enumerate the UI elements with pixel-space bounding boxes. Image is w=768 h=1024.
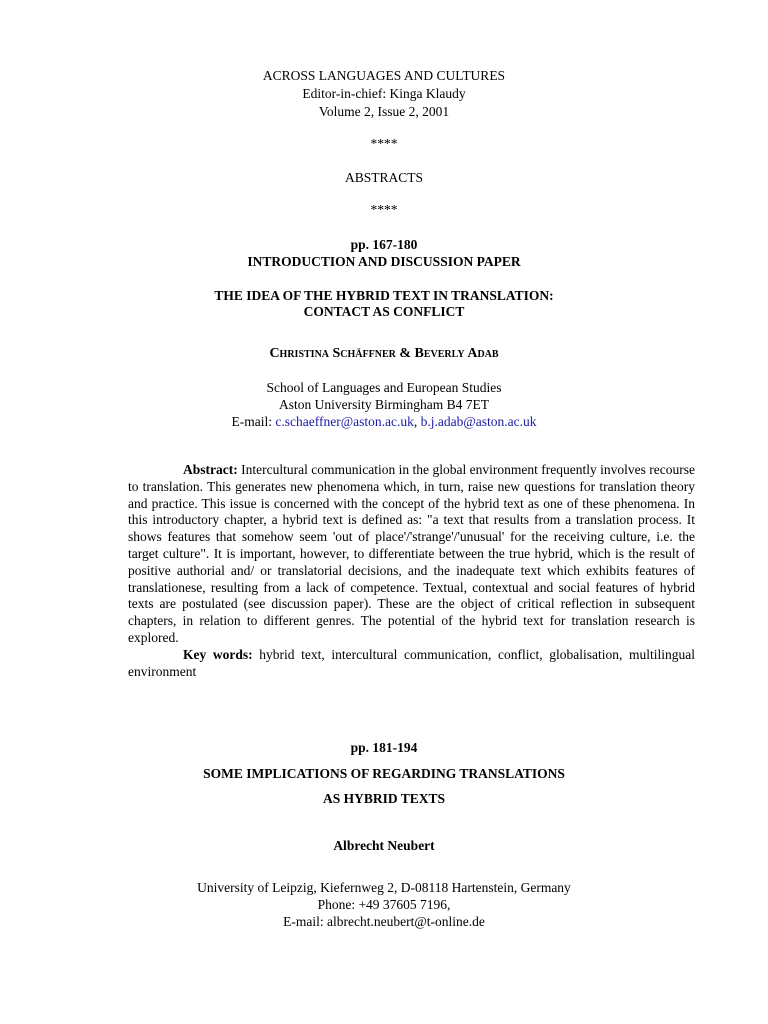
email-separator: , — [413, 414, 421, 429]
article1-pages: pp. 167-180 — [350, 237, 418, 252]
abstract-text: Intercultural communication in the global environment frequently involves recourse to translation. This generates new phenomena which, in turn, raise new questions for translation theory and practice. This issue is concerned with the concept of the hybrid text as one of these phenomena. In this introductory chapter, a hybrid text is defined as: "a text that results from a translation process. It shows features that somehow seem 'out of place'/'strange'/'unusual' for the receiving culture, i.e. the target culture". It is important, however, to differentiate between the true hybrid, which is the result of positive authorial and/ or translatorial decisions, and the inadequate text which exhibits features of translationese, resulting from a lack of competence. Textual, contextual and social features of hybrid texts are postulated (see discussion paper). These are the object of critical reflection in subsequent chapters, in relation to different genres. The potential of the hybrid text for translation research is explored. — [128, 462, 695, 645]
abstract-label: Abstract: — [183, 462, 238, 477]
article1-title-line2: CONTACT AS CONFLICT — [303, 304, 465, 319]
article1-abstract — [128, 462, 695, 680]
separator: **** — [370, 202, 398, 217]
article1-email-line — [0, 414, 768, 430]
article2-affiliation: University of Leipzig, Kiefernweg 2, D-08118 Hartenstein, Germany — [197, 880, 571, 895]
separator: **** — [370, 136, 398, 151]
article1-authors: Christina Schäffner & Beverly Adab — [269, 346, 499, 361]
article2-title-line2: AS HYBRID TEXTS — [322, 791, 446, 806]
article1-affiliation-line1: School of Languages and European Studies — [266, 380, 502, 395]
article1-kind: INTRODUCTION AND DISCUSSION PAPER — [247, 254, 521, 269]
article2-phone: Phone: +49 37605 7196, — [317, 897, 451, 912]
journal-volume: Volume 2, Issue 2, 2001 — [318, 104, 450, 119]
article1-affiliation-line2: Aston University Birmingham B4 7ET — [279, 397, 489, 412]
email-link-schaeffner[interactable]: c.schaeffner@aston.ac.uk — [275, 414, 414, 429]
email-link-adab[interactable]: b.j.adab@aston.ac.uk — [420, 414, 537, 429]
keywords-label: Key words: — [183, 646, 253, 662]
keywords-text: hybrid text, intercultural communication, conflict, globalisation, multilingual environment — [128, 646, 695, 679]
article1-title-line1: THE IDEA OF THE HYBRID TEXT IN TRANSLATION: — [214, 288, 554, 303]
journal-editor: Editor-in-chief: Kinga Klaudy — [302, 86, 466, 101]
email-label: E-mail: — [231, 414, 276, 429]
section-heading: ABSTRACTS — [344, 170, 424, 185]
article2-pages: pp. 181-194 — [350, 740, 418, 755]
article2-title-line1: SOME IMPLICATIONS OF REGARDING TRANSLATIONS — [203, 766, 565, 781]
article2-author: Albrecht Neubert — [333, 838, 435, 853]
journal-title: ACROSS LANGUAGES AND CULTURES — [262, 68, 506, 83]
article2-email: E-mail: albrecht.neubert@t-online.de — [283, 914, 485, 929]
